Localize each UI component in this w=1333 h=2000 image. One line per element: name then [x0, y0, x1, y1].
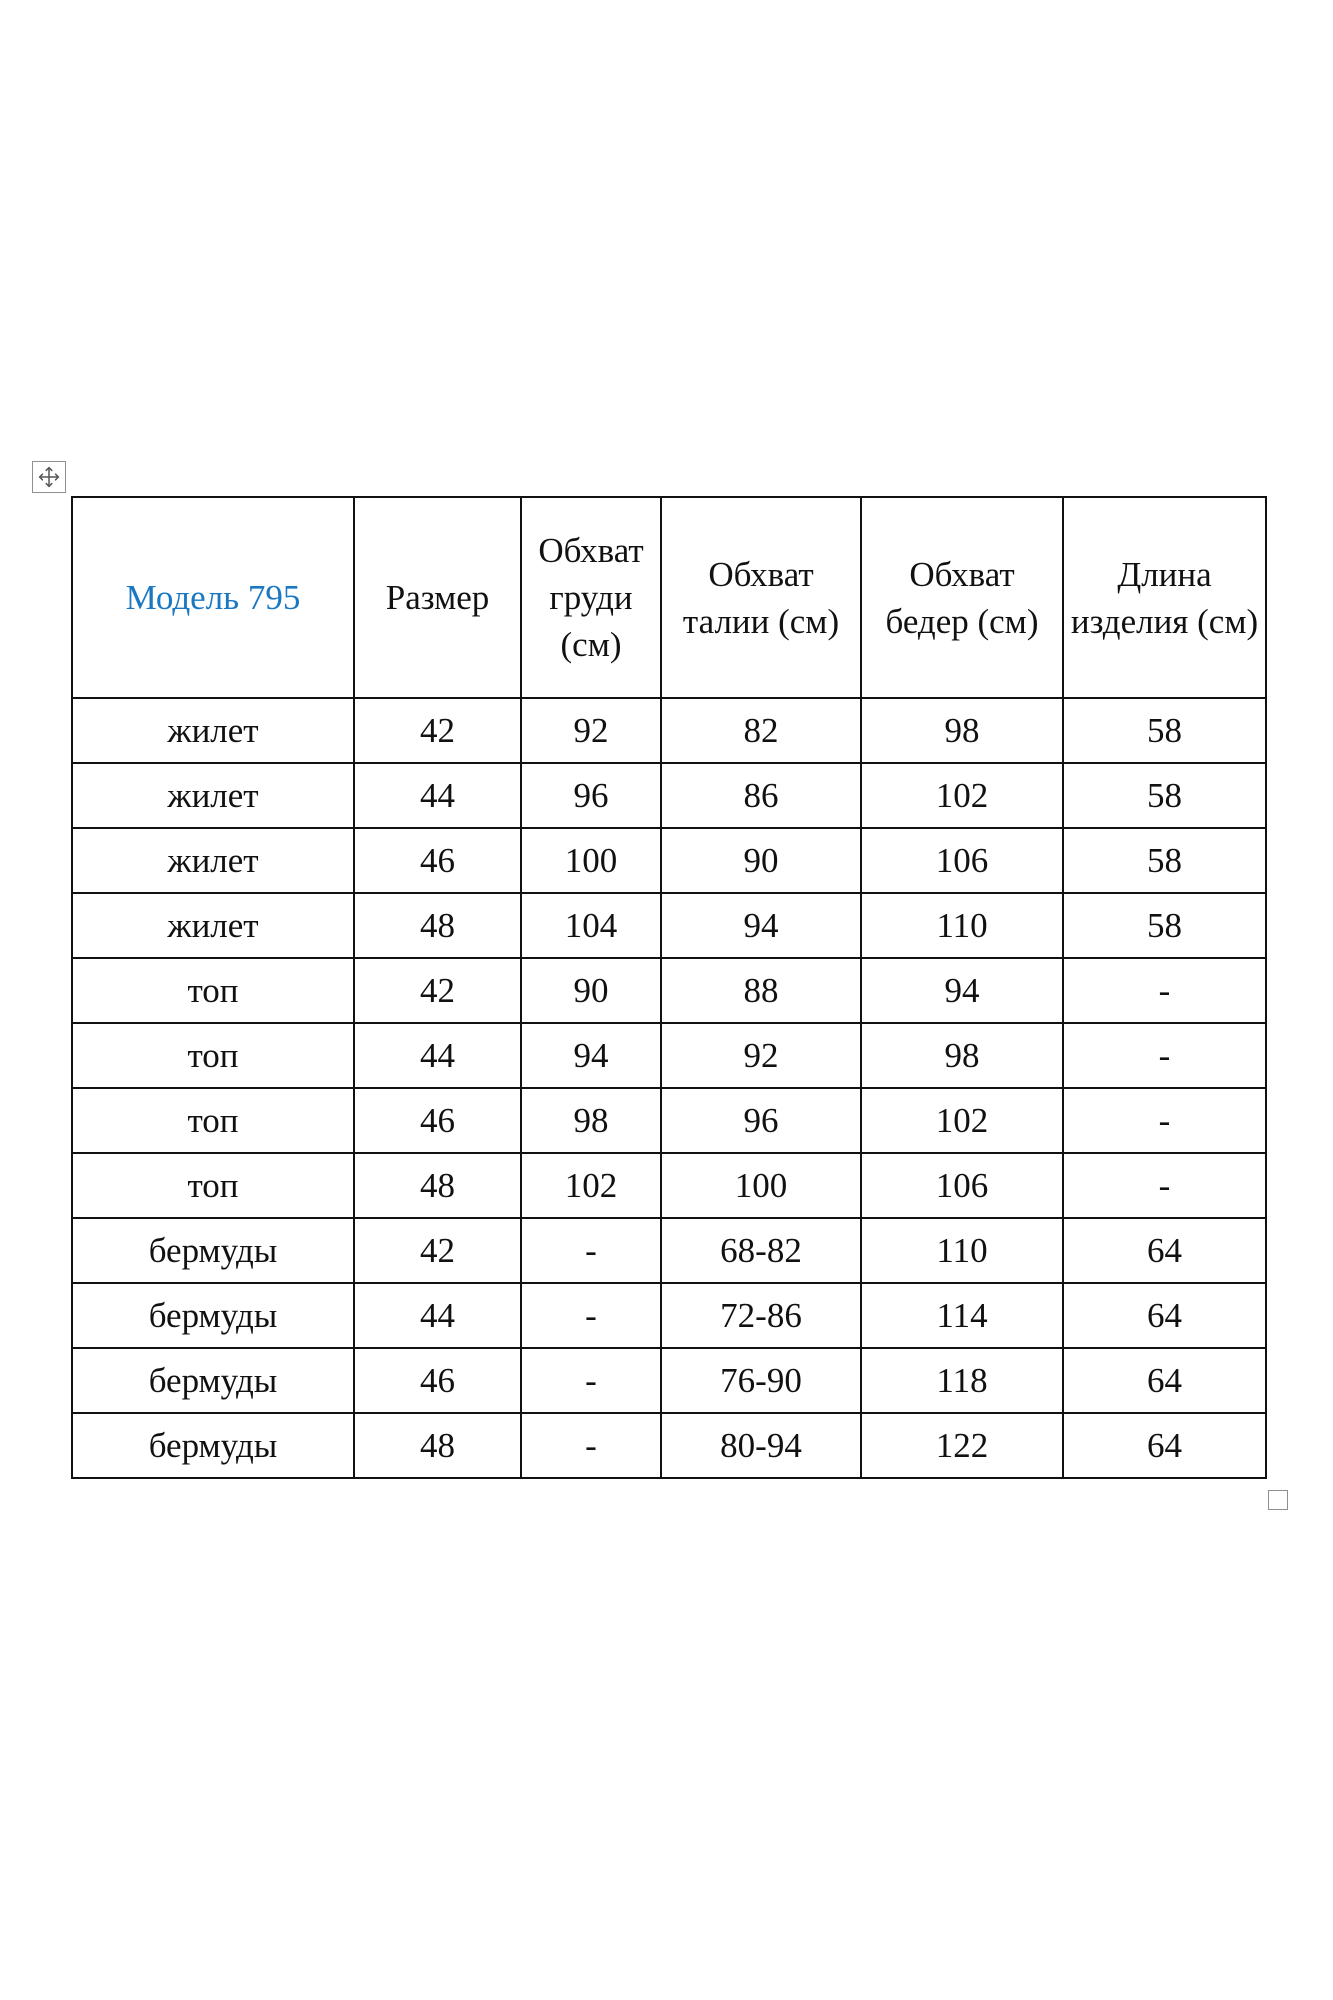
header-length: Длина изделия (см): [1063, 497, 1266, 698]
header-row: [72, 497, 1266, 698]
cell-waist: 76-90: [661, 1348, 861, 1413]
table-row: [72, 1283, 1266, 1348]
cell-waist: 100: [661, 1153, 861, 1218]
cell-item: жилет: [72, 828, 354, 893]
move-arrows-icon: [33, 462, 65, 492]
cell-item: бермуды: [72, 1348, 354, 1413]
cell-hips: 110: [861, 1218, 1063, 1283]
cell-waist: 86: [661, 763, 861, 828]
size-chart-body: [72, 497, 1266, 1478]
cell-item: топ: [72, 1088, 354, 1153]
cell-length: 58: [1063, 828, 1266, 893]
cell-chest: 94: [521, 1023, 661, 1088]
cell-chest: 98: [521, 1088, 661, 1153]
cell-length: -: [1063, 1153, 1266, 1218]
cell-length: 64: [1063, 1413, 1266, 1478]
cell-chest: -: [521, 1348, 661, 1413]
cell-chest: 90: [521, 958, 661, 1023]
size-chart-table: [71, 496, 1267, 1479]
cell-waist: 72-86: [661, 1283, 861, 1348]
cell-waist: 90: [661, 828, 861, 893]
cell-hips: 114: [861, 1283, 1063, 1348]
cell-chest: 100: [521, 828, 661, 893]
table-row: [72, 1153, 1266, 1218]
cell-item: жилет: [72, 763, 354, 828]
cell-hips: 106: [861, 1153, 1063, 1218]
cell-waist: 82: [661, 698, 861, 763]
cell-item: жилет: [72, 698, 354, 763]
table-row: [72, 763, 1266, 828]
cell-size: 46: [354, 828, 521, 893]
cell-waist: 92: [661, 1023, 861, 1088]
cell-size: 42: [354, 698, 521, 763]
cell-size: 44: [354, 763, 521, 828]
cell-hips: 110: [861, 893, 1063, 958]
cell-size: 48: [354, 1413, 521, 1478]
cell-length: 58: [1063, 763, 1266, 828]
cell-item: топ: [72, 1153, 354, 1218]
cell-hips: 118: [861, 1348, 1063, 1413]
cell-length: -: [1063, 958, 1266, 1023]
cell-chest: 96: [521, 763, 661, 828]
cell-length: 58: [1063, 698, 1266, 763]
cell-hips: 102: [861, 1088, 1063, 1153]
cell-length: 64: [1063, 1283, 1266, 1348]
header-hips: Обхват бедер (см): [861, 497, 1063, 698]
header-waist: Обхват талии (см): [661, 497, 861, 698]
table-row: [72, 1088, 1266, 1153]
table-row: [72, 1413, 1266, 1478]
cell-length: -: [1063, 1088, 1266, 1153]
cell-item: бермуды: [72, 1283, 354, 1348]
table-row: [72, 828, 1266, 893]
cell-hips: 98: [861, 1023, 1063, 1088]
model-label-cell: [72, 497, 354, 698]
model-label: Модель 795: [125, 578, 301, 617]
resize-square-icon[interactable]: [1268, 1490, 1288, 1510]
cell-chest: 102: [521, 1153, 661, 1218]
cell-hips: 102: [861, 763, 1063, 828]
table-row: [72, 893, 1266, 958]
cell-length: 64: [1063, 1348, 1266, 1413]
cell-size: 44: [354, 1023, 521, 1088]
header-chest: Обхват груди (см): [521, 497, 661, 698]
cell-waist: 68-82: [661, 1218, 861, 1283]
table-move-handle-icon[interactable]: [32, 461, 66, 493]
cell-waist: 88: [661, 958, 861, 1023]
cell-hips: 122: [861, 1413, 1063, 1478]
cell-item: бермуды: [72, 1413, 354, 1478]
table-row: [72, 1218, 1266, 1283]
cell-length: -: [1063, 1023, 1266, 1088]
cell-length: 58: [1063, 893, 1266, 958]
table-row: [72, 958, 1266, 1023]
cell-item: жилет: [72, 893, 354, 958]
cell-waist: 94: [661, 893, 861, 958]
cell-hips: 106: [861, 828, 1063, 893]
header-size: Размер: [354, 497, 521, 698]
cell-hips: 98: [861, 698, 1063, 763]
cell-waist: 80-94: [661, 1413, 861, 1478]
table-row: [72, 698, 1266, 763]
cell-hips: 94: [861, 958, 1063, 1023]
cell-size: 46: [354, 1348, 521, 1413]
cell-item: топ: [72, 1023, 354, 1088]
cell-chest: -: [521, 1283, 661, 1348]
cell-chest: 104: [521, 893, 661, 958]
table-row: [72, 1023, 1266, 1088]
cell-chest: -: [521, 1218, 661, 1283]
cell-item: топ: [72, 958, 354, 1023]
cell-length: 64: [1063, 1218, 1266, 1283]
cell-chest: -: [521, 1413, 661, 1478]
cell-size: 48: [354, 1153, 521, 1218]
cell-size: 42: [354, 1218, 521, 1283]
cell-size: 48: [354, 893, 521, 958]
cell-waist: 96: [661, 1088, 861, 1153]
cell-size: 42: [354, 958, 521, 1023]
table-row: [72, 1348, 1266, 1413]
cell-size: 46: [354, 1088, 521, 1153]
cell-size: 44: [354, 1283, 521, 1348]
cell-chest: 92: [521, 698, 661, 763]
cell-item: бермуды: [72, 1218, 354, 1283]
